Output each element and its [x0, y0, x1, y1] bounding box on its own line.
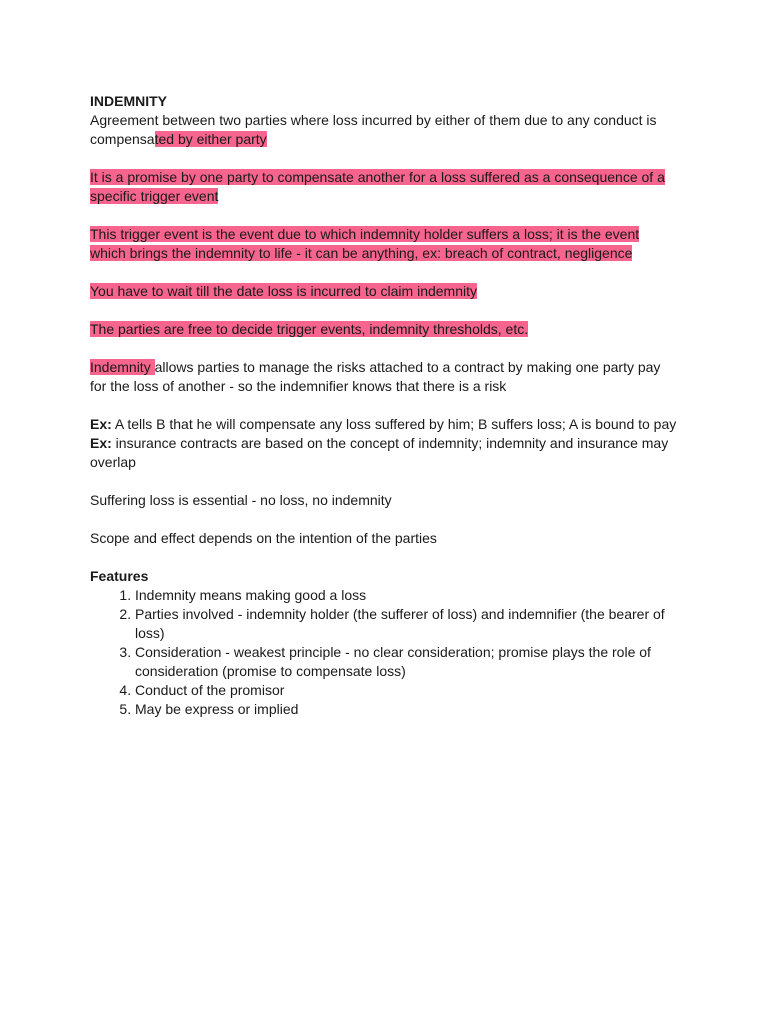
spacer: [90, 149, 678, 168]
parties-free-highlight: The parties are free to decide trigger events, indemnity thresholds, etc.: [90, 321, 529, 337]
list-item: 3. Consideration - weakest principle - no clear consideration; promise plays the role of consideration (promise to compensate loss): [135, 643, 678, 681]
example-2-text: insurance contracts are based on the concept of indemnity; indemnity and insurance may overlap: [90, 435, 669, 470]
promise-highlight: It is a promise by one party to compensate another for a loss suffered as a consequence of a specific trigger event: [90, 169, 665, 204]
indemnity-word-highlight: Indemnity: [90, 359, 155, 375]
risk-paragraph: [90, 358, 678, 396]
list-item: 1. Indemnity means making good a loss: [135, 586, 678, 605]
features-list: [90, 586, 678, 719]
list-item: 5. May be express or implied: [135, 700, 678, 719]
promise-paragraph: [90, 168, 678, 206]
trigger-event-highlight: This trigger event is the event due to which indemnity holder suffers a loss; it is the event which brings the indemnity to life - it can be anything, ex: breach of contract, negligence: [90, 226, 640, 261]
risk-text: allows parties to manage the risks attached to a contract by making one party pay for the loss of another - so the indemnifier knows that there is a risk: [90, 359, 661, 394]
spacer: [90, 472, 678, 491]
spacer: [90, 339, 678, 358]
document-title: INDEMNITY: [90, 93, 167, 109]
definition-highlight: ted by either party: [154, 131, 267, 147]
spacer: [90, 206, 678, 225]
example-1-text: A tells B that he will compensate any loss suffered by him; B suffers loss; A is bound to pay: [111, 416, 677, 432]
trigger-event-paragraph: [90, 225, 678, 263]
definition-text: Agreement between two parties where loss incurred by either of them due to any conduct is compensa: [90, 112, 657, 147]
list-item: 2. Parties involved - indemnity holder (the sufferer of loss) and indemnifier (the bearer of loss): [135, 605, 678, 643]
wait-highlight: You have to wait till the date loss is incurred to claim indemnity: [90, 283, 478, 299]
spacer: [90, 548, 678, 567]
definition-paragraph: [90, 111, 678, 149]
spacer: [90, 510, 678, 529]
features-heading: Features: [90, 568, 149, 584]
example-label: Ex:: [90, 435, 112, 451]
wait-paragraph: [90, 282, 678, 301]
example-2-paragraph: [90, 434, 678, 472]
example-1-paragraph: [90, 415, 678, 434]
spacer: [90, 396, 678, 415]
spacer: [90, 263, 678, 282]
list-item: 4. Conduct of the promisor: [135, 681, 678, 700]
loss-essential-paragraph: Suffering loss is essential - no loss, no indemnity: [90, 492, 392, 508]
scope-paragraph: Scope and effect depends on the intention of the parties: [90, 530, 437, 546]
spacer: [90, 301, 678, 320]
parties-free-paragraph: [90, 320, 678, 339]
example-label: Ex:: [90, 416, 112, 432]
